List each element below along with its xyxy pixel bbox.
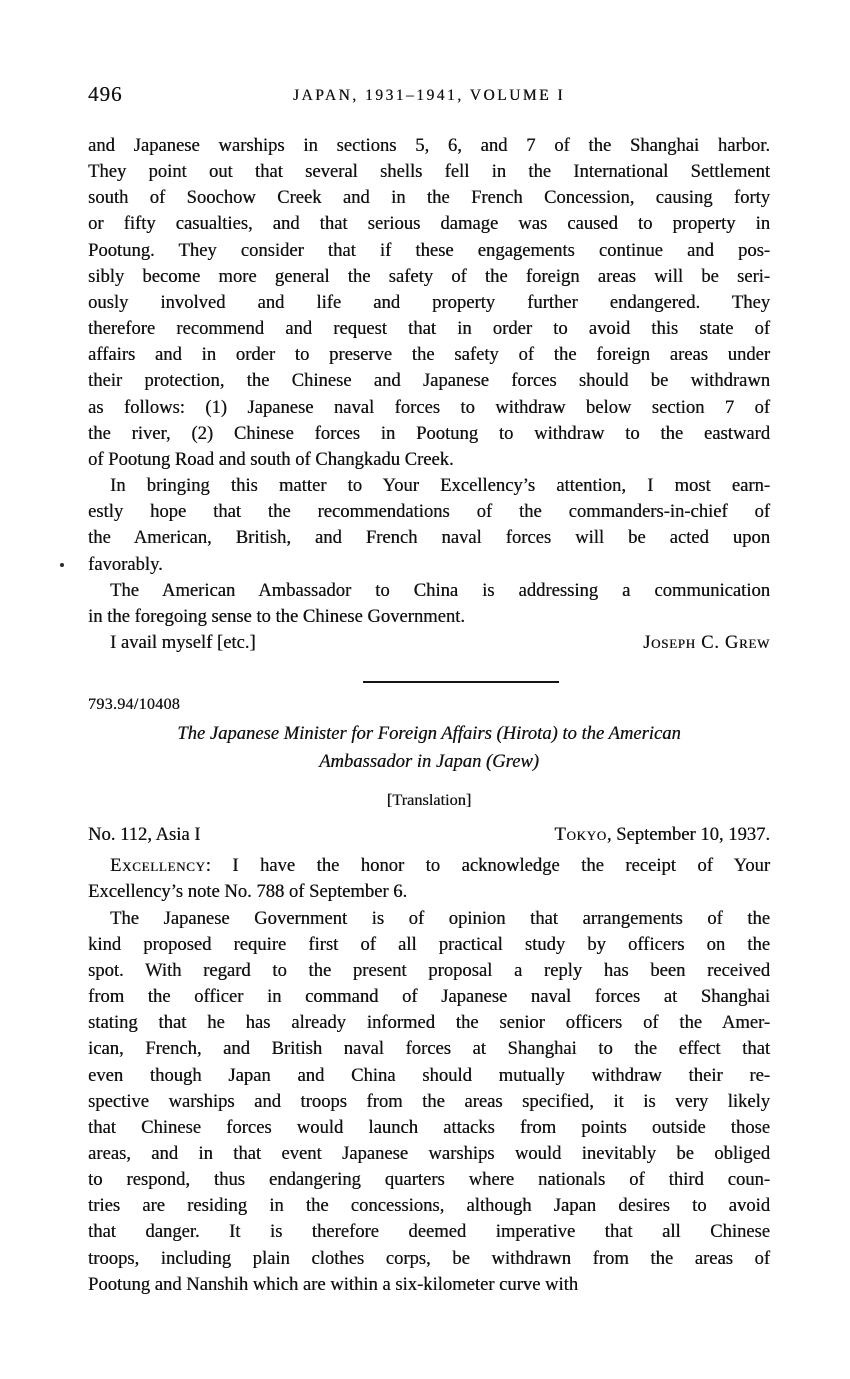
text-line: ican, French, and British naval forces at Shanghai to the effect that <box>88 1038 770 1060</box>
text-line: that Chinese forces would launch attacks from points outside those <box>88 1116 770 1138</box>
file-number: 793.94/10408 <box>88 696 181 714</box>
text-line: that danger. It is therefore deemed imperative that all Chinese <box>88 1221 770 1243</box>
text-line: the river, (2) Chinese forces in Pootung to withdraw to the eastward <box>88 422 770 444</box>
page-number: 496 <box>88 82 123 106</box>
text-line: favorably. <box>88 553 163 575</box>
paragraph <box>88 906 770 1298</box>
text-line: Pootung and Nanshih which are within a six-kilometer curve with <box>88 1273 579 1295</box>
text-line: or fifty casualties, and that serious damage was caused to property in <box>88 213 770 235</box>
text-line: and Japanese warships in sections 5, 6, and 7 of the Shanghai harbor. <box>88 135 770 156</box>
document-heading <box>88 720 770 775</box>
dateline <box>554 822 770 848</box>
text-line: spot. With regard to the present proposal a reply has been received <box>88 959 770 981</box>
text-line: spective warships and troops from the areas specified, it is very likely <box>88 1090 770 1112</box>
text-line: Excellency’s note No. 788 of September 6. <box>88 881 408 903</box>
print-artifact-dot <box>60 563 64 567</box>
text-line: They point out that several shells fell in the International Settlement <box>88 161 770 183</box>
text-line: The Japanese Government is of opinion that arrangements of the <box>110 907 770 929</box>
section-divider <box>363 681 559 683</box>
running-title: JAPAN, 1931–1941, VOLUME I <box>292 87 566 104</box>
text-line: Excellency: I have the honor to acknowledge the receipt of Your <box>110 855 770 877</box>
text-line: in the foregoing sense to the Chinese Government. <box>88 605 465 627</box>
document-number: No. 112, Asia I <box>88 824 201 846</box>
text-line: The American Ambassador to China is addressing a communication <box>110 579 770 601</box>
dateline-place: Tokyo <box>554 824 607 846</box>
dateline-date: , September 10, 1937. <box>606 824 770 846</box>
heading-line: The Japanese Minister for Foreign Affairs (Hirota) to the American <box>177 723 681 745</box>
heading-line: Ambassador in Japan (Grew) <box>319 750 539 772</box>
dateline-row <box>88 822 770 848</box>
text-line: their protection, the Chinese and Japanese forces should be withdrawn <box>88 370 770 392</box>
text-line: Pootung. They consider that if these engagements continue and pos- <box>88 239 770 261</box>
text-line: to respond, thus endangering quarters where nationals of third coun- <box>88 1169 770 1191</box>
letter-body-grew <box>88 133 770 630</box>
text-line: areas, and in that event Japanese warships would inevitably be obliged <box>88 1143 770 1164</box>
signature: Joseph C. Grew <box>643 631 770 653</box>
paragraph <box>88 853 770 905</box>
letter-body-hirota <box>88 853 770 1298</box>
text-line: affairs and in order to preserve the safety of the foreign areas under <box>88 344 770 366</box>
small-caps-word: Excellency <box>110 855 206 877</box>
text-line: the American, British, and French naval forces will be acted upon <box>88 527 770 549</box>
running-head <box>88 84 770 108</box>
text-line: ously involved and life and property further endangered. They <box>88 291 770 313</box>
text-line: from the officer in command of Japanese naval forces at Shanghai <box>88 986 770 1008</box>
text-line: kind proposed require first of all practical study by officers on the <box>88 933 770 955</box>
text-line: In bringing this matter to Your Excellency’s attention, I most earn- <box>110 475 770 497</box>
text-line: estly hope that the recommendations of the commanders-in-chief of <box>88 501 770 523</box>
paragraph <box>88 473 770 578</box>
paragraph <box>88 578 770 630</box>
valediction: I avail myself [etc.] <box>110 631 256 653</box>
translation-label: [Translation] <box>386 790 472 810</box>
text-line: stating that he has already informed the senior officers of the Amer- <box>88 1012 770 1034</box>
text-line: as follows: (1) Japanese naval forces to withdraw below section 7 of <box>88 396 770 418</box>
text-line: even though Japan and China should mutually withdraw their re- <box>88 1064 770 1086</box>
text-line: sibly become more general the safety of the foreign areas will be seri- <box>88 265 770 287</box>
closing-row <box>88 630 770 656</box>
text-line: tries are residing in the concessions, although Japan desires to avoid <box>88 1195 770 1217</box>
text-line: of Pootung Road and south of Changkadu Creek. <box>88 448 454 470</box>
paragraph <box>88 133 770 473</box>
text-line: troops, including plain clothes corps, be withdrawn from the areas of <box>88 1247 770 1269</box>
text-line: therefore recommend and request that in order to avoid this state of <box>88 318 770 340</box>
text-line: south of Soochow Creek and in the French Concession, causing forty <box>88 187 770 209</box>
